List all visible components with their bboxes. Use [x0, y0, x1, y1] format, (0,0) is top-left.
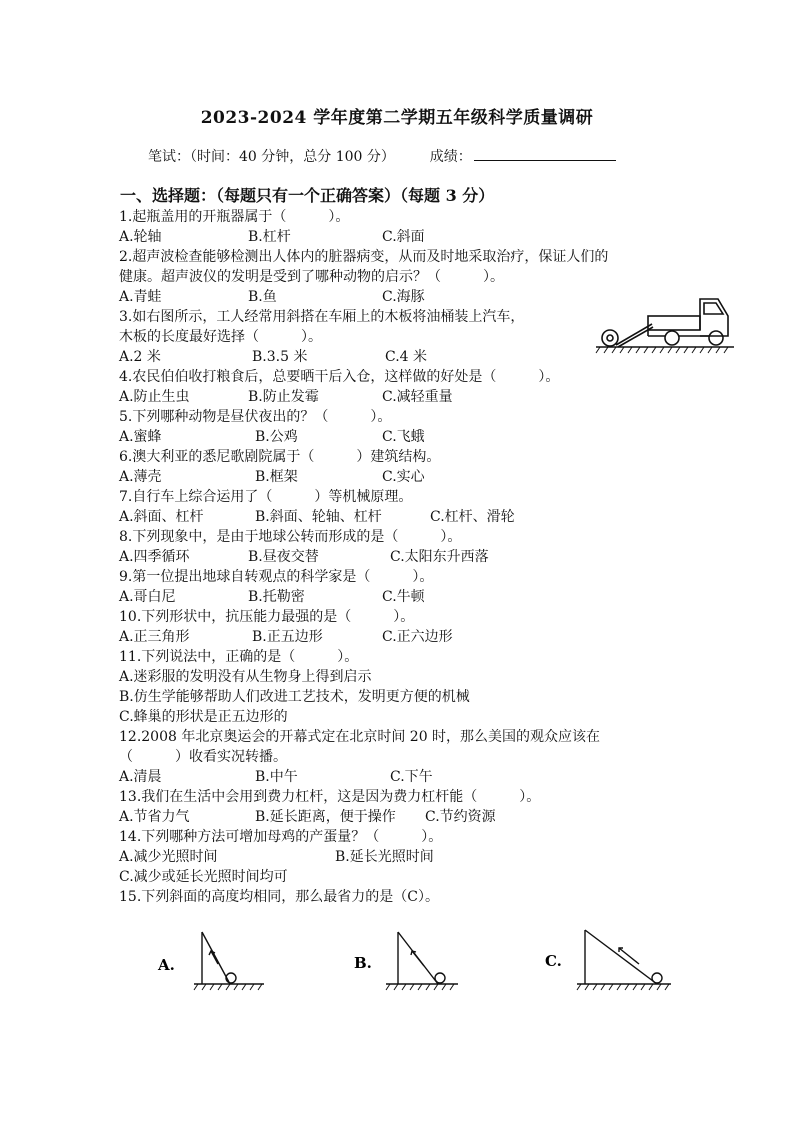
section-title: 一、选择题：（每题只有一个正确答案）（每题 3 分） — [120, 186, 495, 205]
option: C.蜂巢的形状是正五边形的 — [119, 709, 288, 725]
option: C.飞蛾 — [382, 429, 425, 445]
question-stem-cont: 健康。超声波仪的发明是受到了哪种动物的启示？（ ）。 — [119, 269, 504, 285]
option: B.鱼 — [248, 289, 277, 305]
option: B.杠杆 — [248, 229, 291, 245]
option: B.托勒密 — [248, 589, 305, 605]
option: B.3.5 米 — [252, 349, 308, 365]
score-label: 成绩： — [429, 149, 472, 165]
option: A.青蛙 — [119, 289, 162, 305]
exam-info-line — [148, 146, 616, 166]
option: A.蜜蜂 — [119, 429, 162, 445]
exam-info: 笔试：（时间：40 分钟，总分 100 分） — [148, 149, 395, 165]
question-stem-cont: 木板的长度最好选择（ ）。 — [119, 329, 322, 345]
incline-figure-a — [156, 930, 266, 994]
option: C.斜面 — [382, 229, 425, 245]
option: A.正三角形 — [119, 629, 190, 645]
question-stem: 8.下列现象中，是由于地球公转而形成的是（ ）。 — [119, 529, 462, 545]
question-stem: 11.下列说法中，正确的是（ ）。 — [119, 649, 359, 665]
question-stem: 5.下列哪种动物是昼伏夜出的？（ ）。 — [119, 409, 392, 425]
figure-label: A. — [158, 956, 175, 974]
option: B.框架 — [255, 469, 298, 485]
option: A.哥白尼 — [119, 589, 176, 605]
page-title: 2023-2024 学年度第二学期五年级科学质量调研 — [200, 108, 594, 128]
question-stem: 3.如右图所示，工人经常用斜搭在车厢上的木板将油桶装上汽车， — [119, 309, 525, 325]
figure-label: C. — [545, 952, 562, 970]
option: A.轮轴 — [119, 229, 162, 245]
question-stem: 4.农民伯伯收打粮食后，总要晒干后入仓，这样做的好处是（ ）。 — [119, 369, 560, 385]
truck-ramp-figure — [596, 294, 736, 356]
option: C.牛顿 — [382, 589, 425, 605]
question-stem: 6.澳大利亚的悉尼歌剧院属于（ ）建筑结构。 — [119, 449, 441, 465]
question-stem: 1.起瓶盖用的开瓶器属于（ ）。 — [119, 209, 350, 225]
option: A.迷彩服的发明没有从生物身上得到启示 — [119, 669, 372, 685]
option: A.四季循环 — [119, 549, 190, 565]
option: B.正五边形 — [252, 629, 323, 645]
question-stem: 13.我们在生活中会用到费力杠杆，这是因为费力杠杆能（ ）。 — [119, 789, 541, 805]
option: A.防止生虫 — [119, 389, 190, 405]
incline-figure-c — [543, 926, 673, 992]
question-stem: 10.下列形状中，抗压能力最强的是（ ）。 — [119, 609, 415, 625]
option: C.减轻重量 — [382, 389, 453, 405]
option: A.2 米 — [119, 349, 161, 365]
option: A.节省力气 — [119, 809, 190, 825]
score-blank — [474, 146, 616, 161]
question-stem-cont: （ ）收看实况转播。 — [119, 749, 287, 765]
option: A.薄壳 — [119, 469, 162, 485]
option: B.中午 — [255, 769, 298, 785]
option: A.减少光照时间 — [119, 849, 218, 865]
option: B.防止发霉 — [248, 389, 319, 405]
question-stem: 12.2008 年北京奥运会的开幕式定在北京时间 20 时，那么美国的观众应该在 — [119, 729, 601, 745]
option: B.仿生学能够帮助人们改进工艺技术，发明更方便的机械 — [119, 689, 470, 705]
question-stem: 15.下列斜面的高度均相同，那么最省力的是（C）。 — [119, 889, 439, 905]
question-stem: 14.下列哪种方法可增加母鸡的产蛋量？（ ）。 — [119, 829, 443, 845]
question-stem: 9.第一位提出地球自转观点的科学家是（ ）。 — [119, 569, 434, 585]
option: A.清晨 — [119, 769, 162, 785]
option: C.4 米 — [385, 349, 428, 365]
option: C.杠杆、滑轮 — [430, 509, 515, 525]
option: C.实心 — [382, 469, 425, 485]
incline-figure-b — [352, 928, 462, 992]
option: B.昼夜交替 — [248, 549, 319, 565]
question-stem: 7.自行车上综合运用了（ ）等机械原理。 — [119, 489, 413, 505]
question-stem: 2.超声波检查能够检测出人体内的脏器病变，从而及时地采取治疗，保证人们的 — [119, 249, 609, 265]
option: C.正六边形 — [382, 629, 453, 645]
option: C.海豚 — [382, 289, 425, 305]
option: B.延长距离，便于操作 — [255, 809, 396, 825]
option: C.减少或延长光照时间均可 — [119, 869, 288, 885]
option: A.斜面、杠杆 — [119, 509, 204, 525]
option: C.下午 — [390, 769, 433, 785]
option: B.斜面、轮轴、杠杆 — [255, 509, 382, 525]
option: C.节约资源 — [425, 809, 496, 825]
figure-label: B. — [354, 954, 372, 972]
option: C.太阳东升西落 — [390, 549, 489, 565]
option: B.公鸡 — [255, 429, 298, 445]
option: B.延长光照时间 — [335, 849, 434, 865]
